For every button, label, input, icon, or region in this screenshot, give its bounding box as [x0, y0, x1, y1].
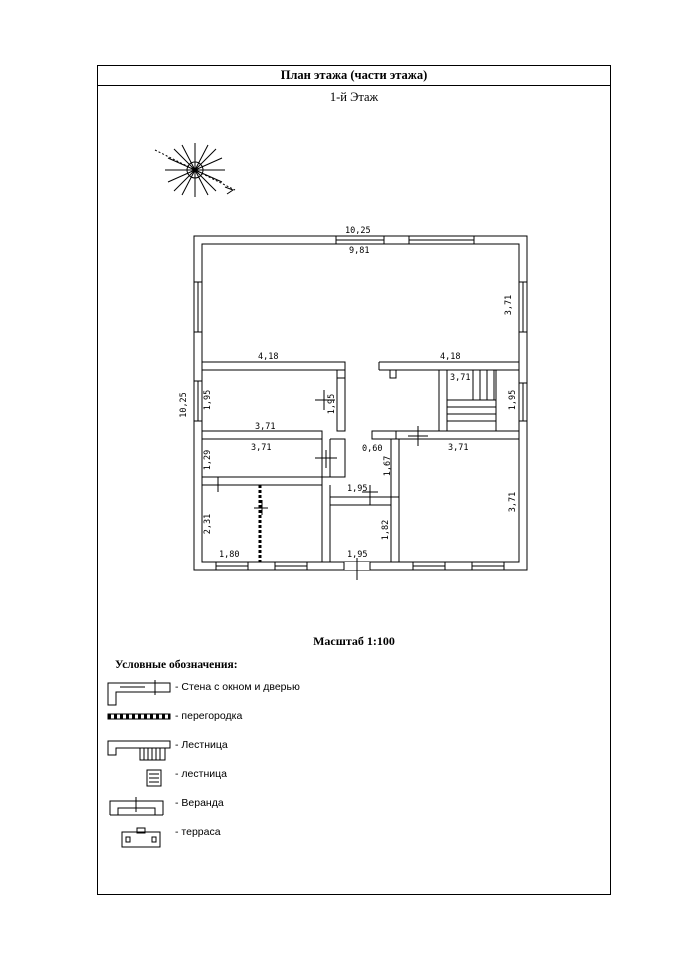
dim-left-mid: 4,18: [258, 352, 279, 362]
legend-label-staircase: - Лестница: [175, 739, 228, 751]
dim-bottom-left-width: 1,80: [219, 550, 240, 560]
dim-hall-height: 1,82: [381, 519, 391, 541]
legend-label-small-staircase: - лестница: [175, 768, 227, 780]
dim-stair-height: 1,95: [508, 389, 518, 411]
dim-room2-height: 1,95: [203, 389, 213, 411]
page-title: План этажа (части этажа): [98, 66, 610, 86]
veranda-icon: [110, 797, 163, 815]
dim-right-mid: 4,18: [440, 352, 461, 362]
legend-label-wall: - Стена с окном и дверью: [175, 681, 300, 693]
dim-room2-right: 1,95: [327, 393, 337, 415]
dim-top-inner: 9,81: [349, 246, 370, 256]
dim-hall-width: 1,95: [347, 484, 368, 494]
dim-right-room-width: 3,71: [448, 443, 469, 453]
legend-label-partition: - перегородка: [175, 710, 243, 722]
dim-left-outer: 10,25: [179, 392, 189, 418]
staircase-icon: [108, 741, 170, 760]
compass-rose-icon: [155, 143, 235, 197]
interior-walls: [202, 362, 519, 562]
legend-label-terrace: - терраса: [175, 826, 221, 838]
dim-stair-width: 3,71: [450, 373, 471, 383]
scale-label: Масштаб 1:100: [313, 634, 395, 648]
small-staircase-icon: [147, 770, 161, 786]
dim-bottom-left-height: 2,31: [203, 513, 213, 535]
terrace-icon: [122, 828, 160, 847]
wall-window-door-icon: [108, 680, 170, 705]
outer-walls: [194, 236, 527, 580]
dimension-labels: [179, 226, 518, 560]
dim-room3-width: 3,71: [251, 443, 272, 453]
legend-title: Условные обозначения:: [115, 659, 238, 671]
dim-room3-height: 1,29: [203, 449, 213, 471]
partition-icon: [108, 714, 170, 719]
dim-corridor-height: 1,67: [383, 455, 393, 477]
floor-label: 1-й Этаж: [329, 90, 379, 104]
dim-top-outer: 10,25: [345, 226, 371, 236]
dim-bottom-hall-width: 1,95: [347, 550, 368, 560]
dim-corridor-small: 0,60: [362, 444, 383, 454]
dim-right-room-height: 3,71: [508, 491, 518, 513]
legend-label-veranda: - Веранда: [175, 797, 224, 809]
dim-room2-width: 3,71: [255, 422, 276, 432]
dim-upper-right: 3,71: [504, 294, 514, 316]
